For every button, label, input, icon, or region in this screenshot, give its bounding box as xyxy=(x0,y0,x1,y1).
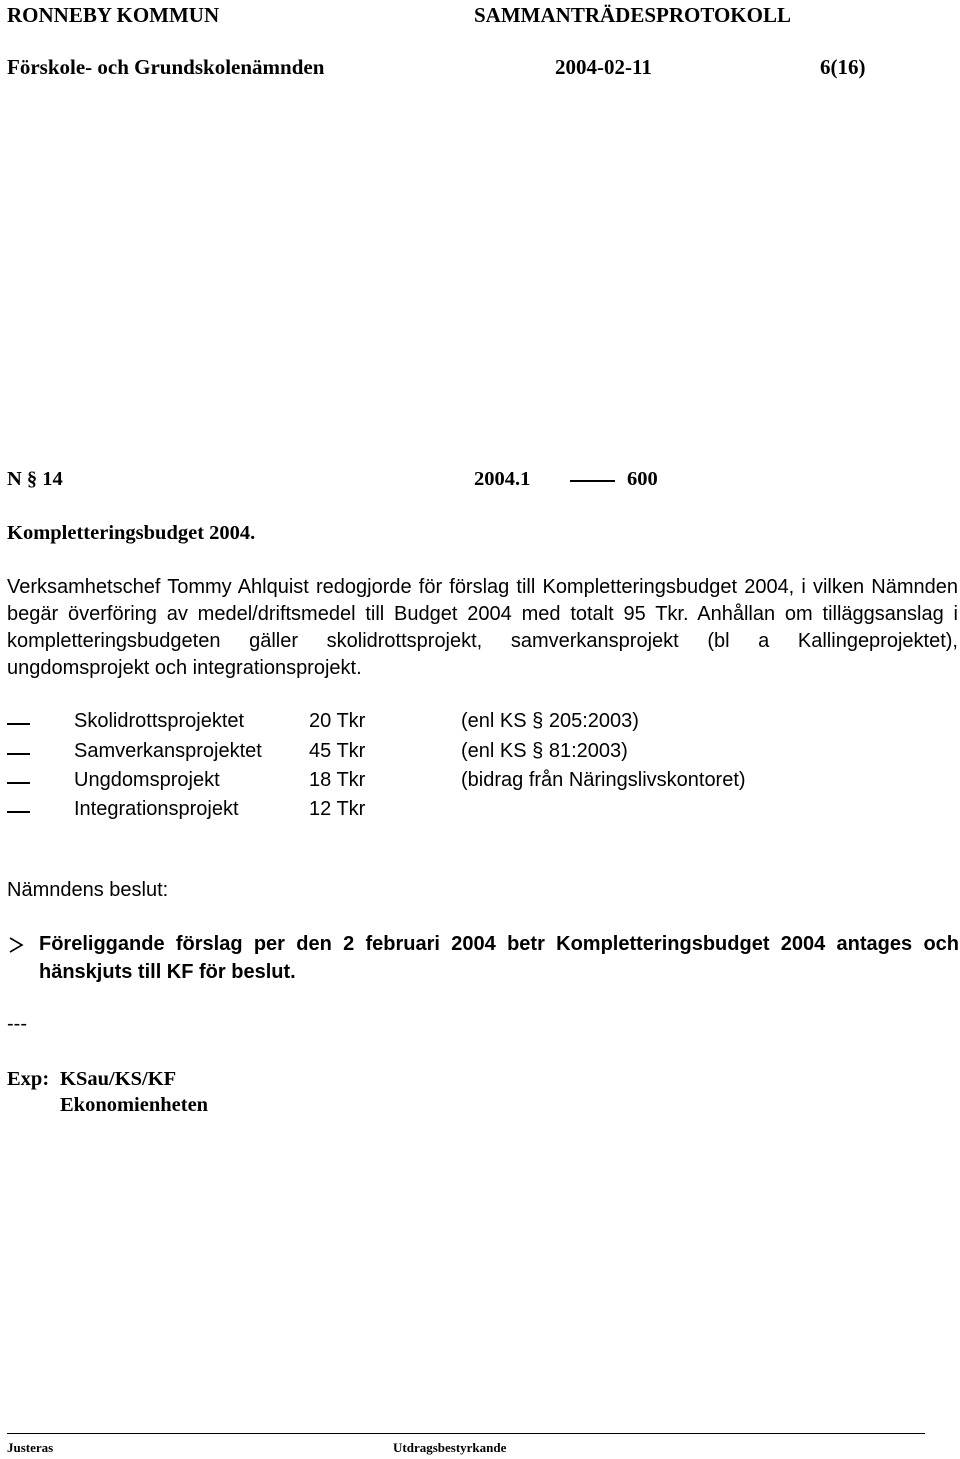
project-name: Integrationsprojekt xyxy=(74,798,239,820)
project-amount: 12 Tkr xyxy=(309,798,366,820)
dash-icon xyxy=(7,753,30,755)
project-amount: 20 Tkr xyxy=(309,710,366,732)
footer-rule xyxy=(7,1433,925,1434)
arrow-bullet-icon xyxy=(8,936,24,954)
project-note: (bidrag från Näringslivskontoret) xyxy=(461,769,746,791)
dnr-prefix: 2004.1 xyxy=(474,468,531,490)
exp-label: Exp: xyxy=(7,1068,50,1090)
exp-recipients: KSau/KS/KF xyxy=(60,1068,177,1090)
decision-heading: Nämndens beslut: xyxy=(7,879,169,901)
dash-icon xyxy=(7,723,30,725)
meeting-date: 2004-02-11 xyxy=(555,55,652,79)
project-note: (enl KS § 205:2003) xyxy=(461,710,639,732)
item-title: Kompletteringsbudget 2004. xyxy=(7,522,256,544)
item-number: N § 14 xyxy=(7,468,63,490)
dash-icon xyxy=(7,811,30,813)
separator: --- xyxy=(7,1013,27,1035)
project-note: (enl KS § 81:2003) xyxy=(461,740,628,762)
body-paragraph: Verksamhetschef Tommy Ahlquist redogjorde för förslag till Kompletteringsbudget 2004, i vilken Nämnden begär överföring av medel/driftsmedel till Budget 2004 med totalt 95 Tkr. Anhållan om tilläggsanslag i kompletteringsbudgeten gäller skolidrottsprojekt, samverkansprojekt (bl a Kallingeprojektet), ungdomsprojekt och integrationsprojekt. xyxy=(7,576,958,679)
project-name: Ungdomsprojekt xyxy=(74,769,220,791)
dnr-dash xyxy=(570,480,615,482)
board-name: Förskole- och Grundskolenämnden xyxy=(7,55,325,79)
municipality-name: RONNEBY KOMMUN xyxy=(7,3,220,27)
document-type: SAMMANTRÄDESPROTOKOLL xyxy=(474,3,791,27)
project-name: Skolidrottsprojektet xyxy=(74,710,245,732)
footer-utdragsbestyrkande: Utdragsbestyrkande xyxy=(393,1440,507,1455)
project-amount: 18 Tkr xyxy=(309,769,366,791)
project-name: Samverkansprojektet xyxy=(74,740,262,762)
project-amount: 45 Tkr xyxy=(309,740,366,762)
decision-text: Föreliggande förslag per den 2 februari 2004 betr Kompletteringsbudget 2004 antages och hänskjuts till KF för beslut. xyxy=(39,933,959,983)
footer-justeras: Justeras xyxy=(7,1440,54,1455)
page-number: 6(16) xyxy=(820,55,866,79)
dnr-suffix: 600 xyxy=(627,468,658,490)
exp-department: Ekonomienheten xyxy=(60,1094,209,1116)
dash-icon xyxy=(7,782,30,784)
